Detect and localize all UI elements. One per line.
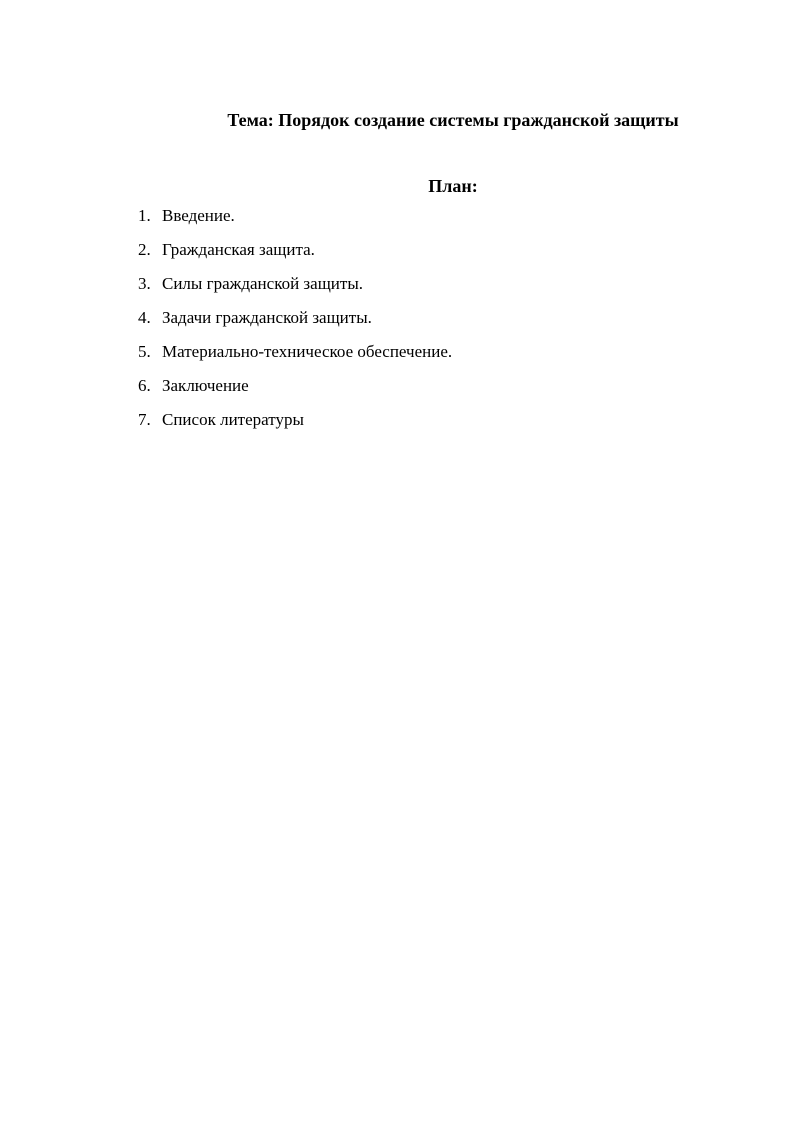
plan-item bbox=[138, 204, 452, 238]
plan-item-number: 2. bbox=[138, 240, 151, 259]
plan-item-text: Введение. bbox=[162, 206, 235, 225]
plan-item-number: 6. bbox=[138, 376, 151, 395]
plan-item bbox=[138, 238, 452, 272]
plan-item-number: 1. bbox=[138, 206, 151, 225]
plan-item bbox=[138, 340, 452, 374]
plan-item bbox=[138, 306, 452, 340]
plan-list bbox=[138, 204, 452, 442]
plan-item-number: 3. bbox=[138, 274, 151, 293]
plan-item-text: Задачи гражданской защиты. bbox=[162, 308, 372, 327]
plan-item-text: Гражданская защита. bbox=[162, 240, 315, 259]
plan-item-number: 4. bbox=[138, 308, 151, 327]
plan-item-text: Список литературы bbox=[162, 410, 304, 429]
plan-item bbox=[138, 374, 452, 408]
plan-item-number: 5. bbox=[138, 342, 151, 361]
plan-item bbox=[138, 272, 452, 306]
plan-item-text: Силы гражданской защиты. bbox=[162, 274, 363, 293]
plan-item-text: Материально-техническое обеспечение. bbox=[162, 342, 453, 361]
plan-item-text: Заключение bbox=[162, 376, 249, 395]
plan-item-number: 7. bbox=[138, 410, 151, 429]
plan-item bbox=[138, 408, 452, 442]
document-title: Тема: Порядок создание системы гражданской защиты bbox=[227, 110, 679, 130]
plan-heading: План: bbox=[428, 176, 478, 196]
